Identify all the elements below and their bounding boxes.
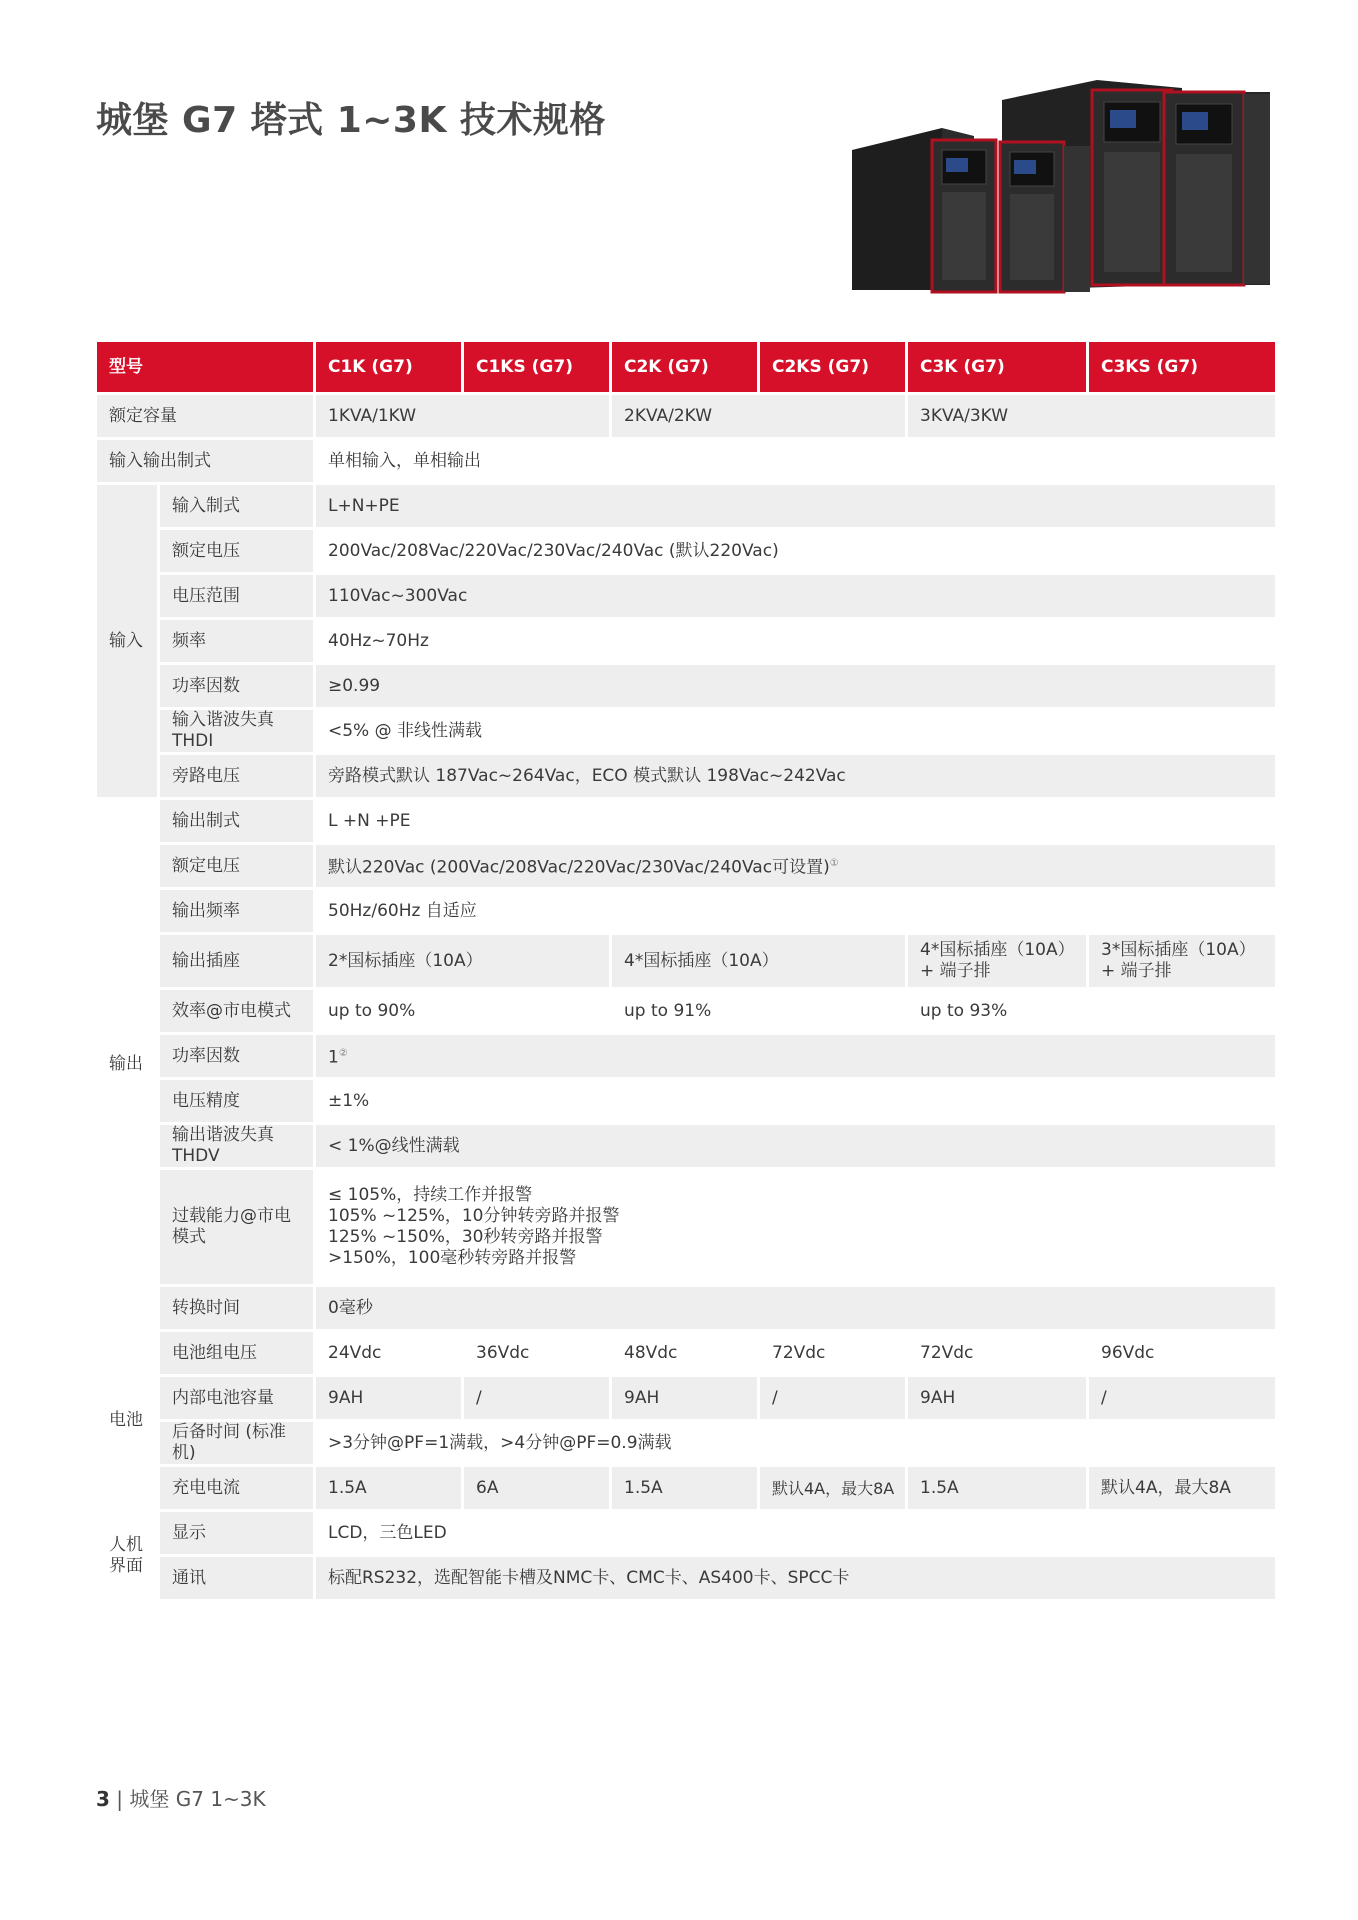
cell-value — [316, 1035, 1275, 1077]
cell-value: 1.5A — [908, 1467, 1086, 1509]
cell-value — [316, 845, 1275, 887]
table-row — [97, 845, 1275, 887]
table-row — [97, 1332, 1275, 1374]
ups-product-image — [852, 80, 1272, 302]
table-row — [97, 1035, 1275, 1077]
footnote-mark: ② — [338, 1048, 348, 1060]
cell-value: 4*国标插座（10A）+ 端子排 — [908, 935, 1086, 987]
cell-value: 50Hz/60Hz 自适应 — [316, 890, 1275, 932]
cell-value: 48Vdc — [612, 1332, 757, 1374]
category-output: 输出 — [97, 800, 157, 1329]
row-label: 频率 — [160, 620, 313, 662]
rated-voltage-text: 默认220Vac (200Vac/208Vac/220Vac/230Vac/240Vac可设置) — [328, 857, 830, 878]
row-label: 输出谐波失真 THDV — [160, 1125, 313, 1167]
row-label: 过载能力@市电模式 — [160, 1170, 313, 1284]
row-label: 转换时间 — [160, 1287, 313, 1329]
cell-value: 9AH — [316, 1377, 461, 1419]
cell-value: 0毫秒 — [316, 1287, 1275, 1329]
table-row — [97, 620, 1275, 662]
row-label: 输出频率 — [160, 890, 313, 932]
cell-value: 默认4A，最大8A — [1089, 1467, 1275, 1509]
cell-value: 72Vdc — [908, 1332, 1086, 1374]
table-row — [97, 800, 1275, 842]
cell-value: 36Vdc — [464, 1332, 609, 1374]
cell-value: < 1%@线性满载 — [316, 1125, 1275, 1167]
cell-value: / — [760, 1377, 905, 1419]
table-row — [97, 1557, 1275, 1599]
cell-value: 9AH — [612, 1377, 757, 1419]
table-row — [97, 1512, 1275, 1554]
row-label: 输入输出制式 — [97, 440, 313, 482]
cell-value: L+N+PE — [316, 485, 1275, 527]
row-label: 充电电流 — [160, 1467, 313, 1509]
cell-value: 3*国标插座（10A）+ 端子排 — [1089, 935, 1275, 987]
cell-value: L +N +PE — [316, 800, 1275, 842]
row-label: 通讯 — [160, 1557, 313, 1599]
cell-value: >3分钟@PF=1满载，>4分钟@PF=0.9满载 — [316, 1422, 1275, 1464]
table-row — [97, 755, 1275, 797]
cell-value: 标配RS232，选配智能卡槽及NMC卡、CMC卡、AS400卡、SPCC卡 — [316, 1557, 1275, 1599]
category-input: 输入 — [97, 485, 157, 797]
row-label: 旁路电压 — [160, 755, 313, 797]
row-label: 输出制式 — [160, 800, 313, 842]
table-row — [97, 1170, 1275, 1284]
footnote-mark: ① — [829, 858, 839, 870]
spec-table — [94, 339, 1278, 1602]
row-label: 后备时间 (标准机) — [160, 1422, 313, 1464]
cell-value: 40Hz~70Hz — [316, 620, 1275, 662]
cell-value — [316, 1170, 1275, 1284]
power-factor-text: 1 — [328, 1047, 339, 1068]
page-number: 3 — [96, 1787, 110, 1811]
cell-value: 200Vac/208Vac/220Vac/230Vac/240Vac (默认220Vac) — [316, 530, 1275, 572]
cell-value: 2KVA/2KW — [612, 395, 905, 437]
row-label: 显示 — [160, 1512, 313, 1554]
cell-value: up to 91% — [612, 990, 905, 1032]
row-label: 额定容量 — [97, 395, 313, 437]
overload-line: ≤ 105%，持续工作并报警 — [328, 1185, 533, 1205]
page-title: 城堡 G7 塔式 1~3K 技术规格 — [96, 100, 606, 141]
row-label: 额定电压 — [160, 530, 313, 572]
cell-value: 2*国标插座（10A） — [316, 935, 609, 987]
category-battery: 电池 — [97, 1332, 157, 1509]
row-label: 内部电池容量 — [160, 1377, 313, 1419]
cell-value: 110Vac~300Vac — [316, 575, 1275, 617]
cell-value: ≥0.99 — [316, 665, 1275, 707]
header-row — [97, 342, 1275, 392]
cell-value: 1.5A — [612, 1467, 757, 1509]
cell-value: 1KVA/1KW — [316, 395, 609, 437]
table-row — [97, 575, 1275, 617]
table-row — [97, 990, 1275, 1032]
cell-value: <5% @ 非线性满载 — [316, 710, 1275, 752]
table-row — [97, 395, 1275, 437]
cell-value: 4*国标插座（10A） — [612, 935, 905, 987]
table-row — [97, 530, 1275, 572]
footer-text: 城堡 G7 1~3K — [129, 1787, 266, 1811]
row-label: 功率因数 — [160, 1035, 313, 1077]
cell-value: 单相输入，单相输出 — [316, 440, 1275, 482]
model-c2k: C2K (G7) — [612, 342, 757, 392]
row-label: 电压精度 — [160, 1080, 313, 1122]
page-footer — [96, 1783, 266, 1812]
overload-line: 125% ~150%，30秒转旁路并报警 — [328, 1227, 603, 1247]
cell-value: up to 93% — [908, 990, 1275, 1032]
table-row — [97, 1467, 1275, 1509]
table-row — [97, 890, 1275, 932]
footer-separator: | — [116, 1787, 124, 1811]
cell-value: / — [464, 1377, 609, 1419]
table-row — [97, 710, 1275, 752]
table-row — [97, 665, 1275, 707]
table-row — [97, 1377, 1275, 1419]
cell-value: 72Vdc — [760, 1332, 905, 1374]
table-row — [97, 485, 1275, 527]
overload-line: >150%，100毫秒转旁路并报警 — [328, 1248, 577, 1268]
cell-value: 3KVA/3KW — [908, 395, 1275, 437]
table-row — [97, 1422, 1275, 1464]
row-label: 效率@市电模式 — [160, 990, 313, 1032]
cell-value: 9AH — [908, 1377, 1086, 1419]
model-c3ks: C3KS (G7) — [1089, 342, 1275, 392]
category-hmi: 人机界面 — [97, 1512, 157, 1599]
row-label: 输入制式 — [160, 485, 313, 527]
model-c1k: C1K (G7) — [316, 342, 461, 392]
cell-value: / — [1089, 1377, 1275, 1419]
model-c1ks: C1KS (G7) — [464, 342, 609, 392]
overload-line: 105% ~125%，10分钟转旁路并报警 — [328, 1206, 620, 1226]
row-label: 额定电压 — [160, 845, 313, 887]
row-label: 电池组电压 — [160, 1332, 313, 1374]
cell-value: 旁路模式默认 187Vac~264Vac，ECO 模式默认 198Vac~242Vac — [316, 755, 1275, 797]
table-row — [97, 440, 1275, 482]
row-label: 输出插座 — [160, 935, 313, 987]
row-label: 输入谐波失真 THDI — [160, 710, 313, 752]
row-label: 功率因数 — [160, 665, 313, 707]
cell-value: LCD，三色LED — [316, 1512, 1275, 1554]
model-c3k: C3K (G7) — [908, 342, 1086, 392]
table-row — [97, 1287, 1275, 1329]
table-row — [97, 1080, 1275, 1122]
cell-value: 1.5A — [316, 1467, 461, 1509]
cell-value: up to 90% — [316, 990, 609, 1032]
cell-value: ±1% — [316, 1080, 1275, 1122]
cell-value: 24Vdc — [316, 1332, 461, 1374]
model-header: 型号 — [97, 342, 313, 392]
cell-value: 96Vdc — [1089, 1332, 1275, 1374]
table-row — [97, 1125, 1275, 1167]
row-label: 电压范围 — [160, 575, 313, 617]
cell-value: 默认4A，最大8A — [760, 1467, 905, 1509]
cell-value: 6A — [464, 1467, 609, 1509]
table-row — [97, 935, 1275, 987]
model-c2ks: C2KS (G7) — [760, 342, 905, 392]
